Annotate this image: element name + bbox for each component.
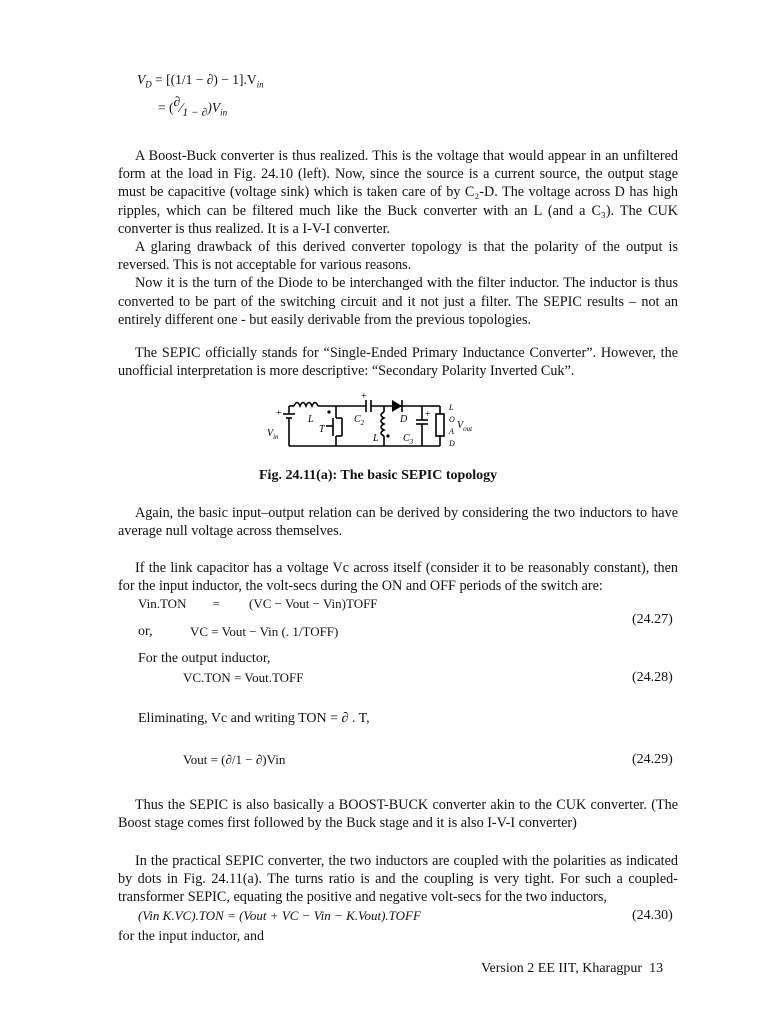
vin-label: $V_{in}$	[267, 428, 279, 441]
load-letter: O	[449, 415, 455, 424]
paragraph: A Boost-Buck converter is thus realized. This is the voltage that would appear in an unfiltered form at the load in Fig. 24.10 (left). Now, since the source is a current source, the output stage must be capacitive (voltage sink) which is taken care of by C₂-D. The voltage across D has high ripples, which can be filtered much like the Buck converter with an L (and a C₃). The CUK converter is thus realized. It is a I-V-I converter.	[118, 148, 678, 237]
eq-or-label: or,	[138, 624, 153, 639]
switch-t-label: T	[319, 424, 325, 435]
paragraph-block-1	[118, 147, 678, 329]
load-letter: D	[449, 439, 455, 448]
paragraph-link: If the link capacitor has a voltage Vc across itself (consider it to be reasonably constant), then for the input inductor, the volt-secs during the ON and OFF periods of the switch are:	[118, 560, 678, 595]
paragraph-sepic: The SEPIC officially stands for “Single-Ended Primary Inductance Converter”. However, the unofficial interpretation is more descriptive: “Secondary Polarity Inverted Cuk”.	[118, 345, 678, 380]
eq-vc: VC = Vout − Vin (. 1/TOFF)	[190, 624, 339, 639]
vout-label: $V_{out}$	[457, 420, 473, 433]
final-line: for the input inductor, and	[118, 929, 265, 944]
eq-vd-line2: = (∂⁄1 − $\partial)V_{in}$	[158, 94, 228, 119]
eq-number-2429: (24.29)	[632, 752, 673, 767]
for-output-text: For the output inductor,	[138, 651, 271, 666]
eq-vout: Vout = (∂/1 − ∂)Vin	[183, 752, 286, 767]
paragraph-practical: In the practical SEPIC converter, the two inductors are coupled with the polarities as indicated by dots in Fig. 24.11(a). The turns ratio is and the coupling is very tight. For such a coupled-transformer SEPIC, equating the positive and negative volt-secs for the two inductors,	[118, 853, 678, 906]
sepic-circuit-diagram	[262, 392, 492, 460]
eq-number-2428: (24.28)	[632, 670, 673, 685]
inductor-l2-label: L	[373, 433, 379, 444]
c2-label: $C_2$	[354, 414, 365, 427]
eq-coupled: (Vin K.VC).TON = (Vout + VC − Vin − K.Vout).TOFF	[138, 908, 421, 923]
paragraph: Now it is the turn of the Diode to be interchanged with the filter inductor. The inductor is thus converted to be part of the switching circuit and it not just a filter. The SEPIC results – not an entirely different one - but easily derivable from the previous topologies.	[118, 275, 678, 328]
load-letter: L	[449, 403, 454, 412]
diode-d-label: D	[400, 414, 408, 425]
figure-caption: Fig. 24.11(a): The basic SEPIC topology	[259, 468, 498, 483]
load-letter: A	[449, 427, 454, 436]
eliminating-text: Eliminating, Vc and writing TON = ∂ . T,	[138, 711, 370, 726]
eq-vd-line1: $V_D = [(1/1$ − ∂) − $1].V_{in}$	[137, 72, 264, 90]
plus-sign: +	[361, 392, 367, 402]
inductor-l-label: L	[308, 414, 314, 425]
paragraph-thus: Thus the SEPIC is also basically a BOOST-BUCK converter akin to the CUK converter. (The Boost stage comes first followed by the Buck stage and it is also I-V-I converter)	[118, 797, 678, 832]
plus-sign: +	[276, 408, 282, 419]
plus-sign: +	[425, 409, 431, 420]
eq-number-2427: (24.27)	[632, 612, 673, 627]
eq-number-2430: (24.30)	[632, 908, 673, 923]
eq-output-inductor: VC.TON = Vout.TOFF	[183, 670, 304, 685]
eq-input-inductor: Vin.TON = (VC − Vout − Vin)TOFF	[138, 596, 378, 611]
paragraph-again: Again, the basic input–output relation can be derived by considering the two inductors to have average null voltage across themselves.	[118, 505, 678, 540]
paragraph: A glaring drawback of this derived converter topology is that the polarity of the output is reversed. This is not acceptable for various reasons.	[118, 239, 678, 274]
c3-label: $C_3$	[403, 433, 414, 446]
page-footer: Version 2 EE IIT, Kharagpur 13	[481, 961, 664, 976]
